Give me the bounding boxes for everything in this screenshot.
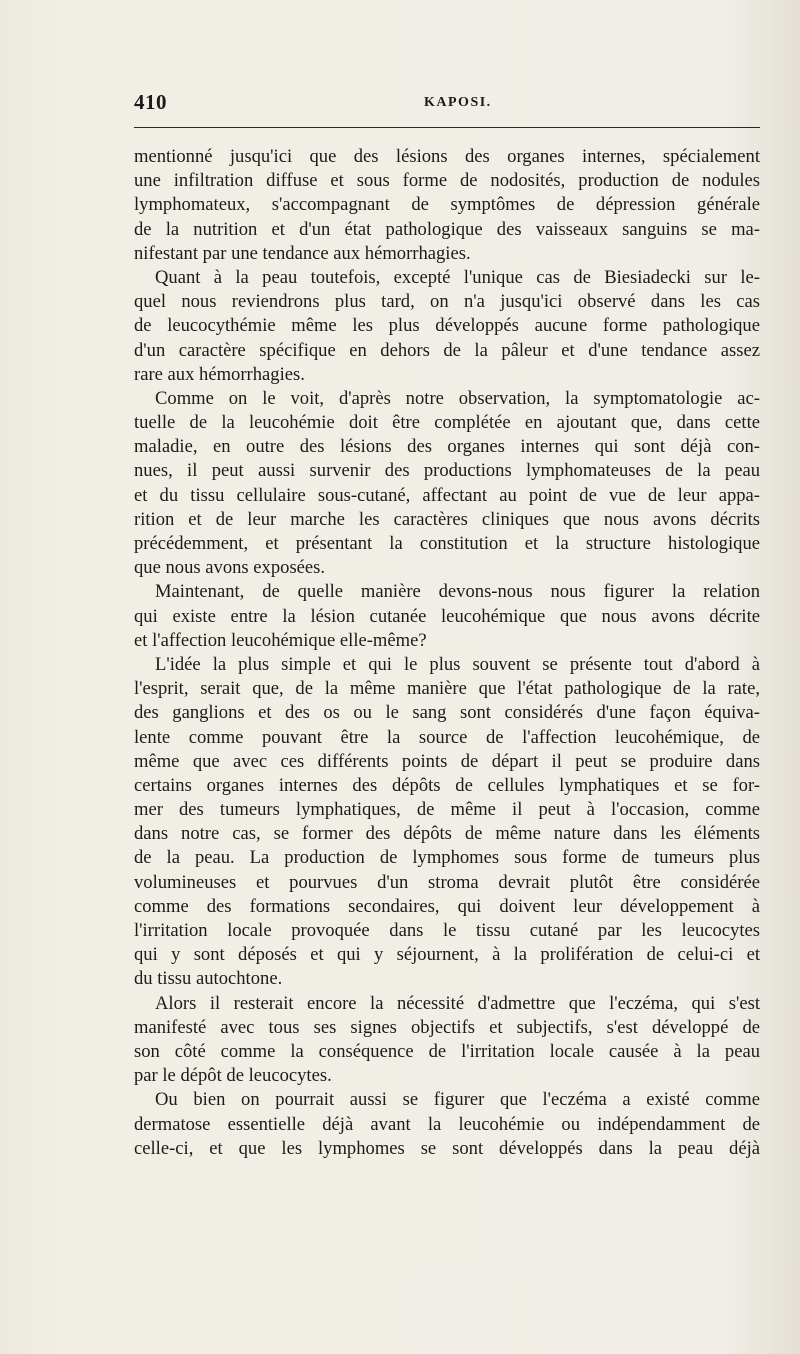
text-line: maladie, en outre des lésions des organes internes qui sont déjà con- bbox=[134, 436, 760, 458]
text-line: une infiltration diffuse et sous forme de nodosités, production de nodules bbox=[134, 170, 760, 192]
text-line: d'un caractère spécifique en dehors de la pâleur et d'une tendance assez bbox=[134, 339, 760, 361]
text-line: Alors il resterait encore la nécessité d'admettre que l'eczéma, qui s'est bbox=[155, 992, 760, 1014]
text-line: précédemment, et présentant la constitution et la structure histologique bbox=[134, 533, 760, 554]
text-line: comme des formations secondaires, qui doivent leur développement à bbox=[134, 895, 760, 917]
text-line: manifesté avec tous ses signes objectifs et subjectifs, s'est développé de bbox=[134, 1016, 760, 1038]
text-line: de la nutrition et d'un état pathologique des vaisseaux sanguins se ma- bbox=[134, 218, 760, 240]
text-line: que nous avons exposées. bbox=[134, 557, 326, 579]
text-line: de leucocythémie même les plus développés aucune forme pathologique bbox=[134, 315, 760, 337]
text-line: lymphomateux, s'accompagnant de symptômes de dépression générale bbox=[134, 194, 760, 216]
text-line: l'esprit, serait que, de la même manière que l'état pathologique de la rate, bbox=[134, 678, 760, 700]
text-line: Ou bien on pourrait aussi se figurer que l'eczéma a existé comme bbox=[155, 1089, 760, 1111]
page-header bbox=[134, 90, 760, 114]
text-line: L'idée la plus simple et qui le plus souvent se présente tout d'abord à bbox=[155, 653, 760, 675]
text-line: mer des tumeurs lymphatiques, de même il peut à l'occasion, comme bbox=[134, 799, 760, 821]
text-line: rition et de leur marche les caractères cliniques que nous avons décrits bbox=[134, 508, 760, 530]
text-line: tuelle de la leucohémie doit être complétée en ajoutant que, dans cette bbox=[134, 412, 760, 434]
text-line: mentionné jusqu'ici que des lésions des organes internes, spécialement bbox=[134, 146, 760, 167]
text-line: nifestant par une tendance aux hémorrhagies. bbox=[134, 242, 471, 264]
text-line: l'irritation locale provoquée dans le tissu cutané par les leucocytes bbox=[134, 920, 760, 941]
text-line: des ganglions et des os ou le sang sont considérés d'une façon équiva- bbox=[134, 702, 760, 724]
text-line: son côté comme la conséquence de l'irritation locale causée à la peau bbox=[134, 1040, 760, 1062]
text-line: même que avec ces différents points de départ il peut se produire dans bbox=[134, 750, 760, 772]
text-line: lente comme pouvant être la source de l'affection leucohémique, de bbox=[134, 726, 760, 748]
text-line: celle-ci, et que les lymphomes se sont développés dans la peau déjà bbox=[134, 1137, 760, 1159]
text-line: nues, il peut aussi survenir des productions lymphomateuses de la peau bbox=[134, 460, 760, 482]
text-line: volumineuses et pourvues d'un stroma devrait plutôt être considérée bbox=[134, 871, 760, 893]
body-text bbox=[134, 145, 760, 1161]
text-line: qui existe entre la lésion cutanée leucohémique que nous avons décrite bbox=[134, 605, 760, 627]
page-number: 410 bbox=[134, 90, 167, 114]
text-line: dans notre cas, se former des dépôts de même nature dans les éléments bbox=[134, 823, 760, 845]
text-line: du tissu autochtone. bbox=[134, 968, 283, 990]
running-head: KAPOSI. bbox=[424, 95, 492, 110]
text-line: par le dépôt de leucocytes. bbox=[134, 1065, 332, 1087]
text-line: Comme on le voit, d'après notre observation, la symptomatologie ac- bbox=[155, 387, 760, 409]
text-line: et du tissu cellulaire sous-cutané, affectant au point de vue de leur appa- bbox=[134, 484, 760, 506]
text-line: Quant à la peau toutefois, excepté l'unique cas de Biesiadecki sur le- bbox=[155, 266, 760, 288]
text-line: Maintenant, de quelle manière devons-nous nous figurer la relation bbox=[155, 581, 760, 603]
header-rule bbox=[134, 127, 760, 128]
text-line: de la peau. La production de lymphomes sous forme de tumeurs plus bbox=[134, 847, 760, 869]
text-line: quel nous reviendrons plus tard, on n'a jusqu'ici observé dans les cas bbox=[134, 291, 760, 313]
text-line: dermatose essentielle déjà avant la leucohémie ou indépendamment de bbox=[134, 1113, 760, 1135]
text-line: certains organes internes des dépôts de cellules lymphatiques et se for- bbox=[134, 774, 760, 796]
text-line: et l'affection leucohémique elle-même? bbox=[134, 629, 427, 651]
text-line: rare aux hémorrhagies. bbox=[134, 363, 305, 385]
text-line: qui y sont déposés et qui y séjournent, à la prolifération de celui-ci et bbox=[134, 944, 760, 966]
